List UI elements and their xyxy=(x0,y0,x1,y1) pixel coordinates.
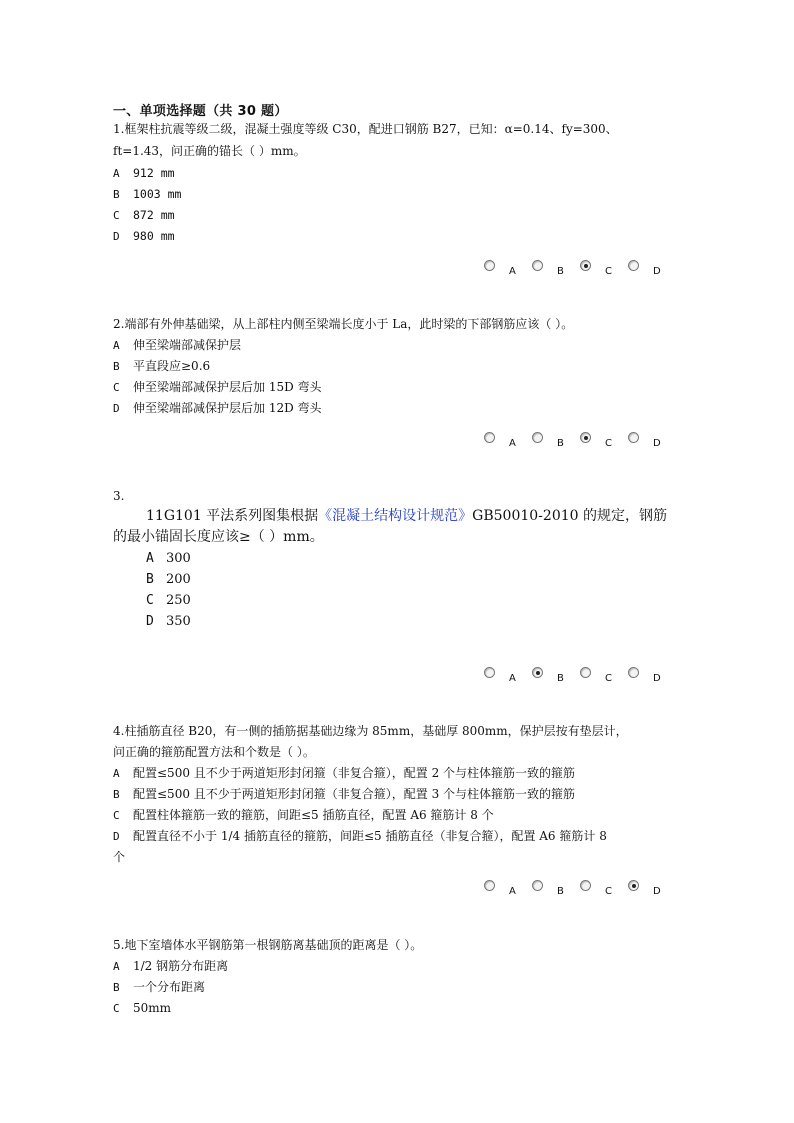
answer-choice-label: A xyxy=(509,673,516,684)
answer-choice-d[interactable] xyxy=(628,260,672,276)
radio-checked-icon[interactable] xyxy=(532,667,543,678)
answer-choice-label: C xyxy=(605,673,612,684)
radio-unchecked-icon[interactable] xyxy=(484,667,495,678)
radio-checked-icon[interactable] xyxy=(580,260,591,271)
option-text: 配置柱体箍筋一致的箍筋，间距≤5 插筋直径，配置 A6 箍筋计 8 个 xyxy=(133,808,494,822)
option-text: 50mm xyxy=(133,1001,172,1015)
answer-choice-label: A xyxy=(509,438,516,449)
question-4-option-d-wrap: 个 xyxy=(113,850,126,864)
option-text: 配置直径不小于 1/4 插筋直径的箍筋，间距≤5 插筋直径（非复合箍），配置 A6 箍筋计 8 xyxy=(133,829,607,843)
option-text: 250 xyxy=(166,593,191,608)
option-key: C xyxy=(113,209,120,222)
question-3-option-b xyxy=(146,572,191,588)
question-4-option-a xyxy=(113,765,575,782)
question-4-option-c xyxy=(113,807,494,824)
question-5-option-b xyxy=(113,979,205,996)
option-text: 200 xyxy=(166,572,191,587)
radio-unchecked-icon[interactable] xyxy=(628,432,639,443)
option-text: 配置≤500 且不少于两道矩形封闭箍（非复合箍），配置 3 个与柱体箍筋一致的箍筋 xyxy=(133,787,576,801)
answer-choice-label: A xyxy=(509,266,516,277)
question-1-option-b xyxy=(113,186,181,203)
answer-choice-label: A xyxy=(509,886,516,897)
option-key: C xyxy=(113,1002,120,1015)
question-3-text-pre: 11G101 平法系列图集根据 xyxy=(146,508,319,524)
radio-unchecked-icon[interactable] xyxy=(628,667,639,678)
radio-unchecked-icon[interactable] xyxy=(484,260,495,271)
radio-unchecked-icon[interactable] xyxy=(580,667,591,678)
question-3-option-a xyxy=(146,551,191,567)
answer-choice-d[interactable] xyxy=(628,667,672,683)
option-key: C xyxy=(113,809,120,822)
option-text: 伸至梁端部减保护层 xyxy=(133,338,242,352)
answer-choice-c[interactable] xyxy=(580,432,624,448)
question-1-option-d xyxy=(113,228,175,245)
question-1-text-line-1: 1.框架柱抗震等级二级，混凝土强度等级 C30，配进口钢筋 B27，已知：α=0.14、fy=300、 xyxy=(113,122,618,136)
option-key: A xyxy=(113,767,120,780)
option-text: 912 mm xyxy=(133,166,175,180)
answer-choice-b[interactable] xyxy=(532,432,576,448)
question-5-text-line-1: 5.地下室墙体水平钢筋第一根钢筋离基础顶的距离是（ ）。 xyxy=(113,938,423,952)
option-key: B xyxy=(146,572,154,587)
answer-choice-a[interactable] xyxy=(484,667,528,683)
question-3-option-d xyxy=(146,614,191,630)
answer-choice-d[interactable] xyxy=(628,432,672,448)
question-2-text-line-1: 2.端部有外伸基础梁，从上部柱内侧至梁端长度小于 La，此时梁的下部钢筋应该（ ）。 xyxy=(113,317,574,331)
option-text: 平直段应≥0.6 xyxy=(133,359,211,373)
answer-choice-label: D xyxy=(653,673,661,684)
answer-choice-b[interactable] xyxy=(532,260,576,276)
answer-choice-b[interactable] xyxy=(532,667,576,683)
answer-choice-a[interactable] xyxy=(484,260,528,276)
question-2-option-a xyxy=(113,337,241,354)
radio-unchecked-icon[interactable] xyxy=(532,260,543,271)
question-4-option-b xyxy=(113,786,575,803)
question-2-option-c xyxy=(113,379,322,396)
question-1-option-a xyxy=(113,165,175,182)
option-key: D xyxy=(113,830,120,843)
option-text: 一个分布距离 xyxy=(133,980,206,994)
option-text: 980 mm xyxy=(133,229,175,243)
option-text: 350 xyxy=(166,614,191,629)
question-3-option-c xyxy=(146,593,191,609)
question-3-text-line-2: 的最小锚固长度应该≥（ ）mm。 xyxy=(113,529,324,545)
option-key: D xyxy=(113,230,120,243)
answer-choice-b[interactable] xyxy=(532,880,576,896)
answer-choice-label: D xyxy=(653,886,661,897)
option-key: B xyxy=(113,788,120,801)
option-key: A xyxy=(113,167,120,180)
radio-unchecked-icon[interactable] xyxy=(532,880,543,891)
option-key: A xyxy=(146,551,154,566)
radio-unchecked-icon[interactable] xyxy=(628,260,639,271)
question-5-option-c xyxy=(113,1000,171,1017)
question-5-option-a xyxy=(113,958,228,975)
answer-choice-label: D xyxy=(653,266,661,277)
question-1-text-line-2: ft=1.43，问正确的锚长（ ）mm。 xyxy=(113,144,306,158)
question-3-text-post: GB50010-2010 的规定，钢筋 xyxy=(472,508,667,524)
section-heading: 一、单项选择题（共 30 题） xyxy=(113,104,288,119)
question-3-number: 3. xyxy=(113,489,125,503)
option-text: 1003 mm xyxy=(133,187,182,201)
option-text: 伸至梁端部减保护层后加 12D 弯头 xyxy=(133,401,322,415)
question-4-text-line-1: 4.柱插筋直径 B20，有一侧的插筋据基础边缘为 85mm，基础厚 800mm，保护层按有垫层计， xyxy=(113,724,628,738)
question-4-text-line-2: 问正确的箍筋配置方法和个数是（ ）。 xyxy=(113,745,315,759)
answer-choice-c[interactable] xyxy=(580,260,624,276)
answer-choice-label: C xyxy=(605,438,612,449)
answer-choice-c[interactable] xyxy=(580,667,624,683)
radio-unchecked-icon[interactable] xyxy=(484,880,495,891)
radio-unchecked-icon[interactable] xyxy=(532,432,543,443)
option-key: B xyxy=(113,981,120,994)
answer-choice-label: C xyxy=(605,886,612,897)
answer-choice-label: B xyxy=(557,266,564,277)
radio-unchecked-icon[interactable] xyxy=(484,432,495,443)
option-key: D xyxy=(146,614,154,629)
option-text: 伸至梁端部减保护层后加 15D 弯头 xyxy=(133,380,322,394)
option-key: C xyxy=(113,381,120,394)
option-text: 1/2 钢筋分布距离 xyxy=(133,959,229,973)
option-key: A xyxy=(113,339,120,352)
question-2-option-b xyxy=(113,358,210,375)
question-3-text-line-1 xyxy=(146,508,667,524)
radio-checked-icon[interactable] xyxy=(628,880,639,891)
option-text: 872 mm xyxy=(133,208,175,222)
option-key: D xyxy=(113,402,120,415)
answer-choice-d[interactable] xyxy=(628,880,672,896)
option-text: 配置≤500 且不少于两道矩形封闭箍（非复合箍），配置 2 个与柱体箍筋一致的箍筋 xyxy=(133,766,576,780)
question-2-option-d xyxy=(113,400,322,417)
answer-choice-a[interactable] xyxy=(484,432,528,448)
answer-choice-label: B xyxy=(557,673,564,684)
option-text: 300 xyxy=(166,551,191,566)
radio-unchecked-icon[interactable] xyxy=(580,880,591,891)
answer-choice-label: B xyxy=(557,438,564,449)
answer-choice-label: D xyxy=(653,438,661,449)
standard-link[interactable]: 《混凝土结构设计规范》 xyxy=(318,508,473,524)
option-key: A xyxy=(113,960,120,973)
answer-choice-a[interactable] xyxy=(484,880,528,896)
answer-choice-c[interactable] xyxy=(580,880,624,896)
radio-checked-icon[interactable] xyxy=(580,432,591,443)
option-key: C xyxy=(146,593,154,608)
question-1-option-c xyxy=(113,207,175,224)
question-4-option-d xyxy=(113,828,607,845)
answer-choice-label: C xyxy=(605,266,612,277)
answer-choice-label: B xyxy=(557,886,564,897)
option-key: B xyxy=(113,188,120,201)
option-key: B xyxy=(113,360,120,373)
